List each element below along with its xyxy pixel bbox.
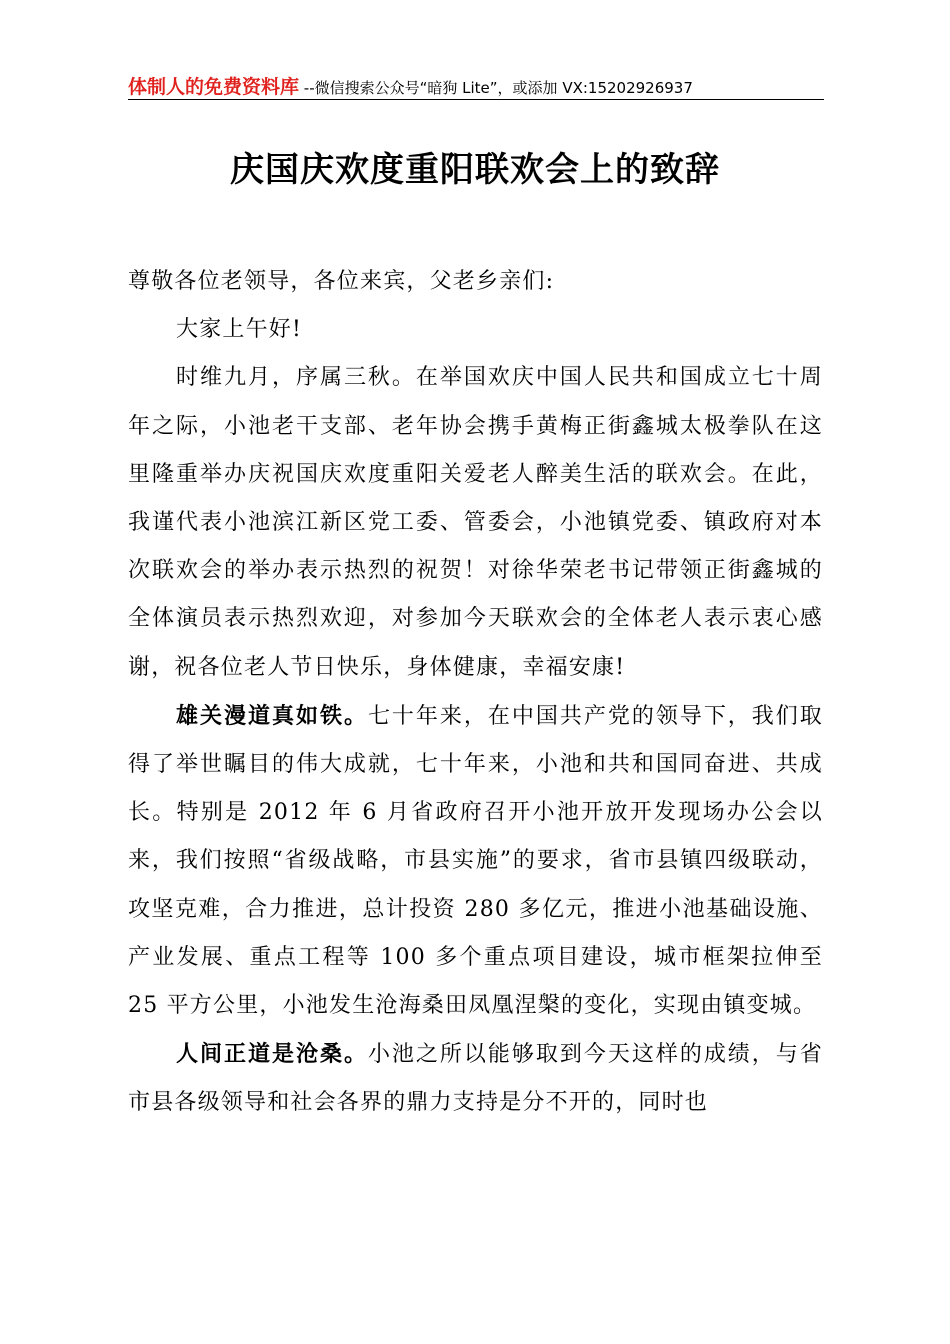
paragraph-2 [128, 692, 823, 1030]
header-contact-info: --微信搜索公众号“暗狗 Lite”，或添加 VX:15202926937 [299, 79, 693, 97]
header-brand: 体制人的免费资料库 [128, 76, 300, 98]
header-divider [128, 99, 824, 100]
paragraph-2-body: 七十年来，在中国共产党的领导下，我们取得了举世瞩目的伟大成就，七十年来，小池和共和国同奋进、共成长。特别是 2012 年 6 月省政府召开小池开放开发现场办公会以来，我们按照“省级战略，市县实施”的要求，省市县镇四级联动，攻坚克难，合力推进，总计投资 280 多亿元，推进小池基础设施、产业发展、重点工程等 100 多个重点项目建设，城市框架拉伸至 25 平方公里，小池发生沧海桑田凤凰涅槃的变化，实现由镇变城。 [128, 703, 823, 1019]
paragraph-3 [128, 1030, 823, 1127]
paragraph-3-heading: 人间正道是沧桑。 [176, 1041, 368, 1068]
paragraph-2-heading: 雄关漫道真如铁。 [176, 702, 368, 729]
page-header [128, 72, 824, 100]
document-body [128, 258, 823, 1128]
paragraph-1: 时维九月，序属三秋。在举国欢庆中国人民共和国成立七十周年之际，小池老干支部、老年协会携手黄梅正街鑫城太极拳队在这里隆重举办庆祝国庆欢度重阳关爱老人醉美生活的联欢会。在此，我谨代表小池滨江新区党工委、管委会，小池镇党委、镇政府对本次联欢会的举办表示热烈的祝贺！对徐华荣老书记带领正街鑫城的全体演员表示热烈欢迎，对参加今天联欢会的全体老人表示衷心感谢，祝各位老人节日快乐，身体健康，幸福安康! [128, 365, 823, 680]
salutation: 尊敬各位老领导，各位来宾，父老乡亲们: [128, 269, 555, 294]
greeting: 大家上午好! [176, 317, 303, 343]
document-title: 庆国庆欢度重阳联欢会上的致辞 [230, 150, 720, 190]
paragraph-3-body: 小池之所以能够取到今天这样的成绩，与省市县各级领导和社会各界的鼎力支持是分不开的，同时也 [128, 1042, 823, 1116]
